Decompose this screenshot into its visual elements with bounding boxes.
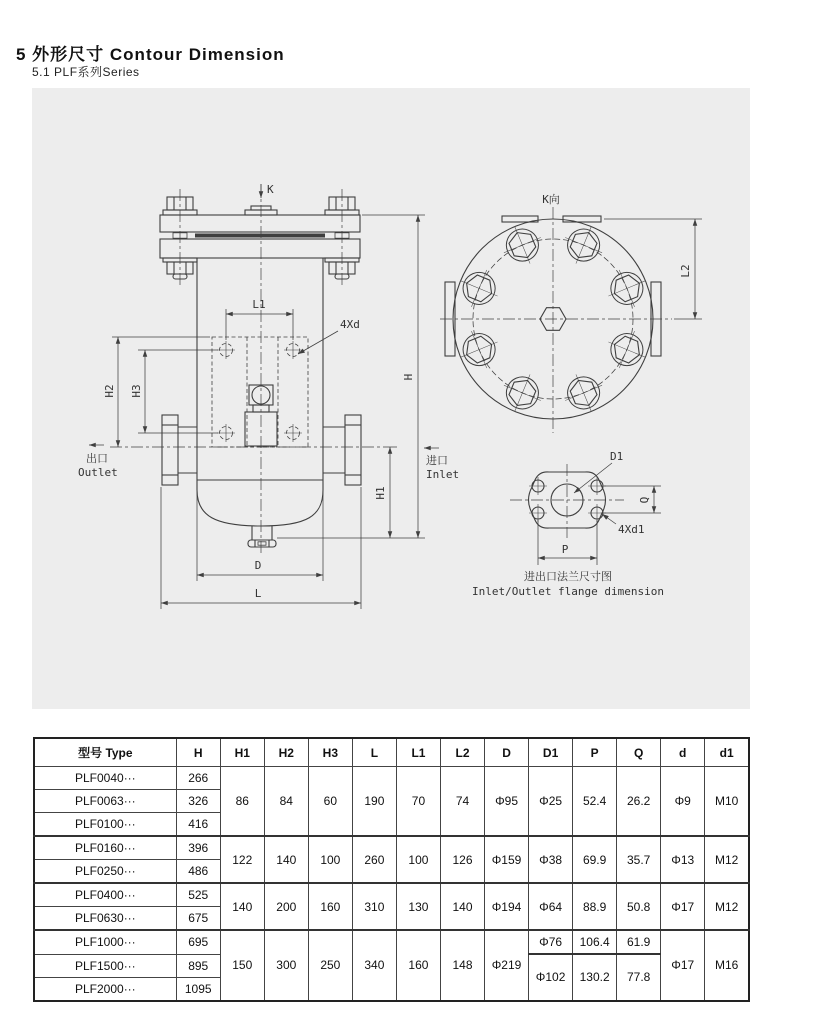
cell-p: 88.9: [573, 883, 617, 930]
mounting-plate-hidden-lines: [212, 337, 308, 447]
dim-label-h: H: [402, 373, 415, 381]
cell-p: 106.4: [573, 930, 617, 954]
dim-label-p: P: [561, 543, 569, 556]
cell-h2: 84: [264, 767, 308, 837]
cell-q: 50.8: [617, 883, 661, 930]
cell-p: 52.4: [573, 767, 617, 837]
cell-h: 1095: [176, 977, 220, 1001]
cell-type: PLF0063···: [34, 790, 176, 813]
header-p: P: [573, 738, 617, 767]
cell-type: PLF0100···: [34, 813, 176, 837]
cell-h: 486: [176, 860, 220, 884]
cell-d-small: Φ17: [661, 930, 705, 1001]
cell-type: PLF0160···: [34, 836, 176, 860]
dim-label-q: Q: [638, 496, 651, 504]
cell-l2: 126: [440, 836, 484, 883]
cell-type: PLF0250···: [34, 860, 176, 884]
cell-d1: Φ76: [529, 930, 573, 954]
flange-view-dimensions: [538, 463, 661, 565]
dim-label-h2: H2: [103, 384, 116, 398]
dimension-table: [33, 737, 750, 1002]
dim-label-l1: L1: [252, 298, 266, 311]
cell-d1-small: M10: [705, 767, 749, 837]
cell-h2: 300: [264, 930, 308, 1001]
cell-h: 695: [176, 930, 220, 954]
cell-d-small: Φ13: [661, 836, 705, 883]
cell-type: PLF0630···: [34, 907, 176, 931]
cell-h1: 86: [220, 767, 264, 837]
cell-d-small: Φ9: [661, 767, 705, 837]
k-view-labels: [542, 192, 692, 278]
cell-l2: 74: [440, 767, 484, 837]
cell-h3: 100: [308, 836, 352, 883]
cell-h: 416: [176, 813, 220, 837]
contour-dimension-drawing: [32, 88, 750, 709]
cell-p: 69.9: [573, 836, 617, 883]
cell-l1: 70: [396, 767, 440, 837]
cell-q: 61.9: [617, 930, 661, 954]
cell-h: 396: [176, 836, 220, 860]
cell-type: PLF1000···: [34, 930, 176, 954]
cell-type: PLF2000···: [34, 977, 176, 1001]
dim-label-4xd1: 4Xd1: [618, 523, 645, 536]
cell-d1-small: M12: [705, 883, 749, 930]
cell-d: Φ194: [485, 883, 529, 930]
cell-type: PLF1500···: [34, 954, 176, 977]
cell-l1: 160: [396, 930, 440, 1001]
table-row: [34, 930, 749, 954]
drawing-panel: [32, 88, 750, 709]
cell-h1: 140: [220, 883, 264, 930]
header-d1-small: d1: [705, 738, 749, 767]
cell-d1-small: M16: [705, 930, 749, 1001]
header-d1: D1: [529, 738, 573, 767]
dim-label-d1: D1: [610, 450, 624, 463]
cell-h1: 150: [220, 930, 264, 1001]
header-h3: H3: [308, 738, 352, 767]
dim-label-k: K: [267, 183, 274, 196]
cell-h: 525: [176, 883, 220, 907]
flange-caption-en: Inlet/Outlet flange dimension: [471, 585, 665, 598]
header-d-small: d: [661, 738, 705, 767]
cell-l: 340: [352, 930, 396, 1001]
table-row: [34, 883, 749, 907]
cell-d1: Φ38: [529, 836, 573, 883]
header-h: H: [176, 738, 220, 767]
flange-caption-cn: 进出口法兰尺寸图: [524, 570, 612, 583]
cell-l2: 140: [440, 883, 484, 930]
cell-d1: Φ64: [529, 883, 573, 930]
cell-l: 190: [352, 767, 396, 837]
cell-l1: 130: [396, 883, 440, 930]
cell-h: 266: [176, 767, 220, 790]
cell-h2: 140: [264, 836, 308, 883]
cell-l1: 100: [396, 836, 440, 883]
header-l: L: [352, 738, 396, 767]
cell-h: 895: [176, 954, 220, 977]
dim-label-4xd: 4Xd: [340, 318, 360, 331]
header-l1: L1: [396, 738, 440, 767]
k-view: [440, 207, 672, 433]
filter-side-view: [110, 184, 384, 554]
dim-label-l: L: [254, 587, 262, 600]
left-view-labels: [78, 183, 459, 600]
cell-d1: Φ25: [529, 767, 573, 837]
cell-h1: 122: [220, 836, 264, 883]
table-row: [34, 767, 749, 790]
cell-d: Φ95: [485, 767, 529, 837]
page-subtitle: 5.1 PLF系列Series: [32, 65, 140, 79]
cell-type: PLF0040···: [34, 767, 176, 790]
header-d: D: [485, 738, 529, 767]
dim-label-l2: L2: [679, 264, 692, 278]
table-header-row: [34, 738, 749, 767]
cell-h: 326: [176, 790, 220, 813]
cell-h3: 160: [308, 883, 352, 930]
cell-d: Φ159: [485, 836, 529, 883]
k-view-title: K向: [542, 193, 560, 206]
dim-label-h3: H3: [130, 384, 143, 398]
outlet-label-en: Outlet: [78, 466, 118, 479]
inlet-label-cn: 进口: [426, 454, 448, 467]
cell-d1: Φ102: [529, 954, 573, 1001]
cell-l: 260: [352, 836, 396, 883]
header-h1: H1: [220, 738, 264, 767]
flange-view: [510, 464, 624, 538]
page-title: 5 外形尺寸 Contour Dimension: [16, 45, 285, 64]
cell-h: 675: [176, 907, 220, 931]
cell-d: Φ219: [485, 930, 529, 1001]
cell-l2: 148: [440, 930, 484, 1001]
cell-h3: 60: [308, 767, 352, 837]
cell-p: 130.2: [573, 954, 617, 1001]
cell-d1-small: M12: [705, 836, 749, 883]
cell-q: 35.7: [617, 836, 661, 883]
header-q: Q: [617, 738, 661, 767]
header-h2: H2: [264, 738, 308, 767]
dim-label-d: D: [254, 559, 262, 572]
cell-type: PLF0400···: [34, 883, 176, 907]
cell-d-small: Φ17: [661, 883, 705, 930]
cell-h2: 200: [264, 883, 308, 930]
inlet-label-en: Inlet: [426, 468, 460, 481]
cell-q: 77.8: [617, 954, 661, 1001]
cell-l: 310: [352, 883, 396, 930]
cell-h3: 250: [308, 930, 352, 1001]
dim-label-h1: H1: [374, 486, 387, 500]
header-l2: L2: [440, 738, 484, 767]
header-type: 型号 Type: [34, 738, 176, 767]
table-row: [34, 836, 749, 860]
outlet-label-cn: 出口: [86, 452, 108, 465]
cell-q: 26.2: [617, 767, 661, 837]
